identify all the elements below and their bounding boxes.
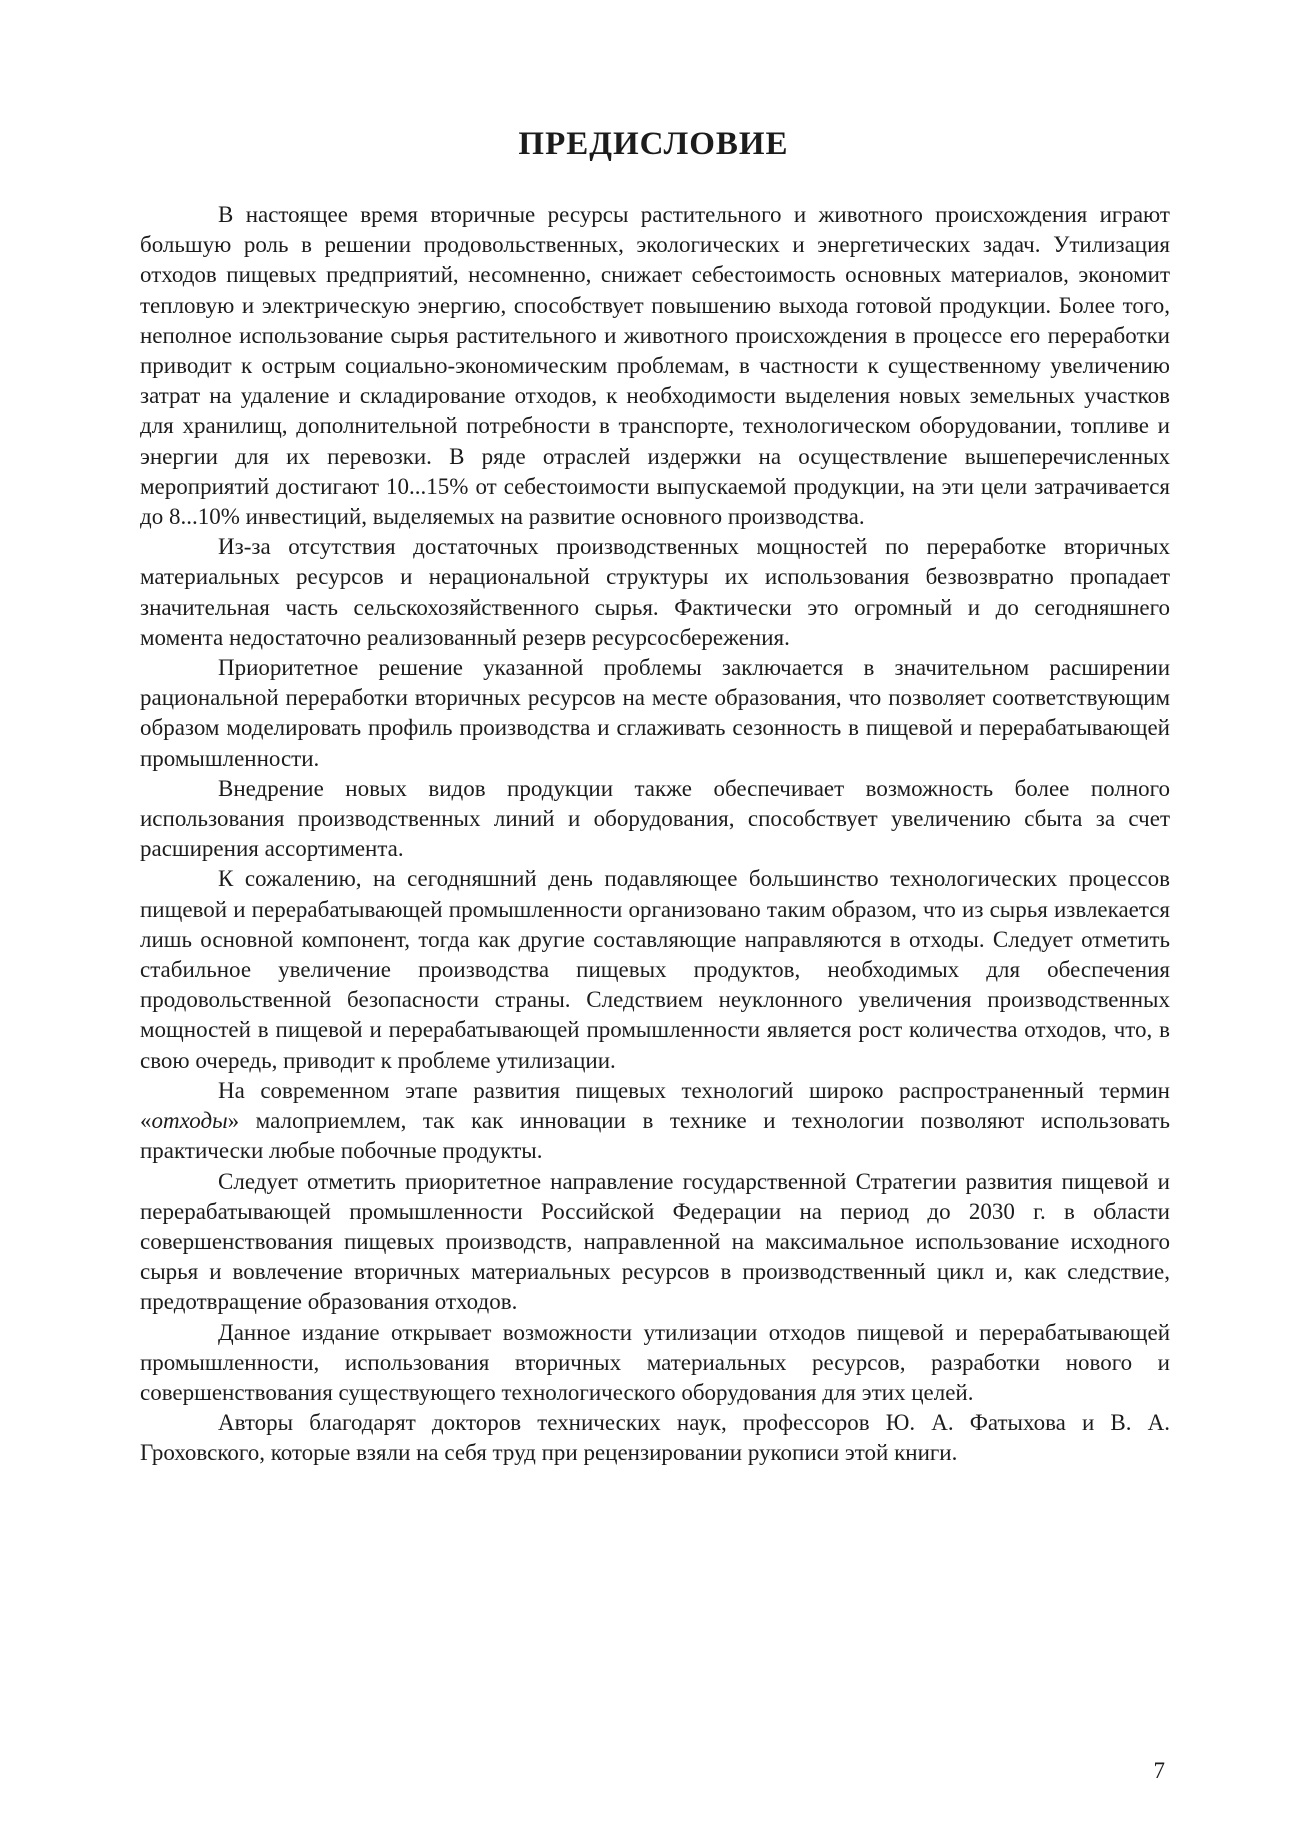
paragraph: Следует отметить приоритетное направление государственной Стратегии развития пищевой и перерабатывающей промышленности Российской Федерации на период до 2030 г. в области совершенствования пищевых производств, направленной на максимальное использование исходного сырья и вовлечение вторичных материальных ресурсов в производственный цикл и, как следствие, предотвращение образования отходов. [140, 1168, 1170, 1315]
paragraph-text-before: На современном этапе развития пищевых технологий широко распространенный термин « [140, 1077, 1170, 1134]
paragraph: Приоритетное решение указанной проблемы заключается в значительном расширении рациональной переработки вторичных ресурсов на месте образования, что позволяет соответствующим образом моделировать профиль производства и сглаживать сезонность в пищевой и перерабатывающей промышленности. [140, 655, 1170, 771]
preface-body [140, 200, 1170, 1469]
page-title: ПРЕДИСЛОВИЕ [518, 126, 789, 162]
paragraph: Данное издание открывает возможности утилизации отходов пищевой и перерабатывающей промышленности, использования вторичных материальных ресурсов, разработки нового и совершенствования существующего технологического оборудования для этих целей. [140, 1319, 1170, 1405]
page-number: 7 [1153, 1758, 1165, 1783]
paragraph-text-after: » малоприемлем, так как инновации в технике и технологии позволяют использовать практически любые побочные продукты. [140, 1108, 1170, 1164]
paragraph: К сожалению, на сегодняшний день подавляющее большинство технологических процессов пищевой и перерабатывающей промышленности организовано таким образом, что из сырья извлекается лишь основной компонент, тогда как другие составляющие направляются в отходы. Следует отметить стабильное увеличение производства пищевых продуктов, необходимых для обеспечения продовольственной безопасности страны. Следствием неуклонного увеличения производственных мощностей в пищевой и перерабатывающей промышленности является рост количества отходов, что, в свою очередь, приводит к проблеме утилизации. [140, 866, 1170, 1073]
paragraph: В настоящее время вторичные ресурсы растительного и животного происхождения играют большую роль в решении продовольственных, экологических и энергетических задач. Утилизация отходов пищевых предприятий, несомненно, снижает себестоимость основных материалов, экономит тепловую и электрическую энергию, способствует повышению выхода готовой продукции. Более того, неполное использование сырья растительного и животного происхождения в процессе его переработки приводит к острым социально-экономическим проблемам, в частности к существенному увеличению затрат на удаление и складирование отходов, к необходимости выделения новых земельных участков для хранилищ, дополнительной потребности в транспорте, технологическом оборудовании, топливе и энергии для их перевозки. В ряде отраслей издержки на осуществление вышеперечисленных мероприятий достигают 10...15% от себестоимости выпускаемой продукции, на эти цели затрачивается до 8...10% инвестиций, выделяемых на развитие основного производства. [140, 202, 1170, 530]
paragraph: Внедрение новых видов продукции также обеспечивает возможность более полного использования производственных линий и оборудования, способствует увеличению сбыта за счет расширения ассортимента. [140, 775, 1170, 862]
paragraph [140, 1076, 1170, 1167]
paragraph: Из-за отсутствия достаточных производственных мощностей по переработке вторичных материальных ресурсов и нерациональной структуры их использования безвозвратно пропадает значительная часть сельскохозяйственного сырья. Фактически это огромный и до сегодняшнего момента недостаточно реализованный резерв ресурсосбережения. [140, 534, 1170, 650]
paragraph: Авторы благодарят докторов технических наук, профессоров Ю. А. Фатыхова и В. А. Гроховского, которые взяли на себя труд при рецензировании рукописи этой книги. [140, 1410, 1170, 1466]
emphasized-term: отходы [151, 1108, 228, 1134]
